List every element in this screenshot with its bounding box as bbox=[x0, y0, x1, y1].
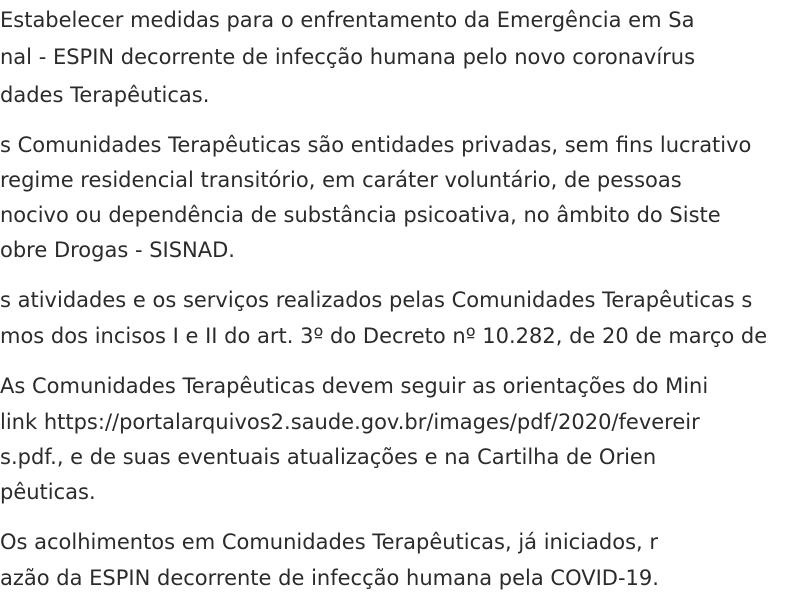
paragraph-5-line-1: Os acolhimentos em Comunidades Terapêuticas, já iniciados, r bbox=[0, 530, 659, 554]
paragraph-4-line-2: link https://portalarquivos2.saude.gov.br/images/pdf/2020/fevereir bbox=[0, 410, 700, 434]
paragraph-2-line-1: s Comunidades Terapêuticas são entidades privadas, sem fins lucrativo bbox=[0, 133, 752, 157]
paragraph-3-line-2: mos dos incisos I e II do art. 3º do Decreto nº 10.282, de 20 de março de bbox=[0, 324, 768, 348]
paragraph-3-line-1: s atividades e os serviços realizados pelas Comunidades Terapêuticas s bbox=[0, 288, 753, 312]
paragraph-1-line-3: dades Terapêuticas. bbox=[0, 83, 210, 107]
paragraph-2-line-3: nocivo ou dependência de substância psicoativa, no âmbito do Siste bbox=[0, 203, 721, 227]
paragraph-2-line-4: obre Drogas - SISNAD. bbox=[0, 238, 235, 262]
paragraph-4-line-4: pêuticas. bbox=[0, 480, 96, 504]
paragraph-1-line-1: Estabelecer medidas para o enfrentamento da Emergência em Sa bbox=[0, 8, 695, 32]
paragraph-1-line-2: nal - ESPIN decorrente de infecção humana pelo novo coronavírus bbox=[0, 45, 696, 69]
paragraph-5-line-2: azão da ESPIN decorrente de infecção humana pela COVID-19. bbox=[0, 566, 659, 590]
paragraph-4-line-3: s.pdf., e de suas eventuais atualizações e na Cartilha de Orien bbox=[0, 445, 657, 469]
paragraph-4-line-1: As Comunidades Terapêuticas devem seguir as orientações do Mini bbox=[0, 374, 709, 398]
paragraph-2-line-2: regime residencial transitório, em caráter voluntário, de pessoas bbox=[0, 168, 682, 192]
